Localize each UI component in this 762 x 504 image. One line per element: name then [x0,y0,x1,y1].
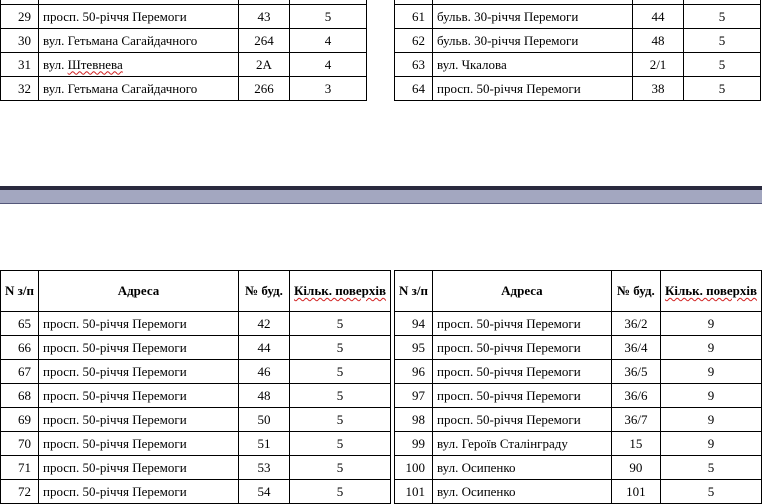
row-floors: 5 [290,384,391,408]
row-building: 36/5 [611,360,660,384]
row-floors: 5 [290,480,391,504]
table-row [395,336,762,360]
table-row [395,29,761,53]
row-floors: 5 [290,456,391,480]
row-address: просп. 50-річчя Перемоги [433,77,633,101]
row-floors: 4 [290,29,367,53]
row-building: 2А [239,53,290,77]
bottom-left-table [0,270,391,504]
row-address: вул. Героїв Сталінграду [432,432,611,456]
bottom-table-section [0,268,762,504]
row-building: 266 [239,77,290,101]
row-address: бульв. 30-річчя Перемоги [433,29,633,53]
table-row [1,336,391,360]
row-building: 48 [633,29,684,53]
table-row [395,312,762,336]
row-address: вул. Осипенко [432,456,611,480]
row-floors: 5 [290,360,391,384]
top-right-table [394,0,761,101]
row-building: 44 [239,336,290,360]
row-building: 44 [633,5,684,29]
row-number: 96 [395,360,433,384]
address-street-misspelled: Штевнева [67,56,123,72]
table-row [1,77,367,101]
row-number: 101 [395,480,433,504]
row-building: 42 [239,312,290,336]
row-building: 2/1 [633,53,684,77]
table-row [395,53,761,77]
row-address: просп. 50-річчя Перемоги [39,336,239,360]
row-address: просп. 50-річчя Перемоги [39,408,239,432]
row-floors: 5 [290,432,391,456]
row-number: 68 [1,384,39,408]
row-building: 36/4 [611,336,660,360]
header-number: N з/п [395,271,433,312]
row-number: 72 [1,480,39,504]
row-number: 99 [395,432,433,456]
row-floors: 5 [684,29,761,53]
top-table-section [0,0,762,103]
row-building: 38 [633,77,684,101]
row-address: просп. 50-річчя Перемоги [39,456,239,480]
table-row [1,456,391,480]
row-address: просп. 50-річчя Перемоги [432,336,611,360]
row-address: просп. 50-річчя Перемоги [39,312,239,336]
row-building: 264 [239,29,290,53]
header-building: № буд. [611,271,660,312]
row-building: 36/6 [611,384,660,408]
row-address: просп. 50-річчя Перемоги [432,384,611,408]
table-row [395,77,761,101]
row-building: 53 [239,456,290,480]
row-number: 66 [1,336,39,360]
page-break-edge [0,203,762,204]
row-floors: 5 [660,456,761,480]
row-building: 51 [239,432,290,456]
row-number: 31 [1,53,39,77]
row-address: бульв. 30-річчя Перемоги [433,5,633,29]
row-floors: 9 [660,312,761,336]
bottom-right-table [394,270,762,504]
row-floors: 5 [290,408,391,432]
row-floors: 5 [684,5,761,29]
header-floors: Кільк. поверхів [290,271,391,312]
table-row [1,384,391,408]
row-building: 36/2 [611,312,660,336]
row-floors: 5 [684,53,761,77]
table-row [1,432,391,456]
header-floors: Кільк. поверхів [660,271,761,312]
row-building: 54 [239,480,290,504]
row-address: вул. Чкалова [433,53,633,77]
row-floors: 5 [290,312,391,336]
row-number: 62 [395,29,433,53]
table-header-row [1,271,391,312]
row-building: 50 [239,408,290,432]
row-number: 95 [395,336,433,360]
table-row [1,408,391,432]
row-number: 29 [1,5,39,29]
row-number: 30 [1,29,39,53]
row-number: 97 [395,384,433,408]
row-address: просп. 50-річчя Перемоги [39,5,239,29]
row-address: вул. Гетьмана Сагайдачного [39,29,239,53]
table-row [395,5,761,29]
row-building: 48 [239,384,290,408]
row-floors: 5 [684,77,761,101]
row-number: 32 [1,77,39,101]
table-row [1,53,367,77]
header-address: Адреса [39,271,239,312]
row-address: вул. Гетьмана Сагайдачного [39,77,239,101]
table-row [1,480,391,504]
row-number: 64 [395,77,433,101]
table-row [1,360,391,384]
table-row [1,29,367,53]
header-address: Адреса [432,271,611,312]
row-address: просп. 50-річчя Перемоги [39,480,239,504]
row-number: 100 [395,456,433,480]
row-floors: 9 [660,408,761,432]
row-building: 101 [611,480,660,504]
row-address: просп. 50-річчя Перемоги [432,360,611,384]
table-row [395,408,762,432]
top-left-table [0,0,367,101]
row-floors: 9 [660,360,761,384]
row-number: 98 [395,408,433,432]
row-floors: 9 [660,384,761,408]
table-row [395,384,762,408]
row-floors: 3 [290,77,367,101]
row-number: 63 [395,53,433,77]
header-number: N з/п [1,271,39,312]
row-floors: 5 [290,5,367,29]
address-prefix: вул. [43,56,68,72]
table-row [395,456,762,480]
table-row [395,432,762,456]
table-row [1,312,391,336]
row-address: просп. 50-річчя Перемоги [432,312,611,336]
table-row [1,5,367,29]
page-break-band [0,190,762,203]
row-floors: 4 [290,53,367,77]
row-floors: 9 [660,336,761,360]
header-building: № буд. [239,271,290,312]
table-row [395,360,762,384]
row-number: 65 [1,312,39,336]
row-number: 69 [1,408,39,432]
row-address: вул. Осипенко [432,480,611,504]
row-address: просп. 50-річчя Перемоги [39,360,239,384]
row-address: просп. 50-річчя Перемоги [432,408,611,432]
row-floors: 5 [290,336,391,360]
row-floors: 5 [660,480,761,504]
row-building: 90 [611,456,660,480]
row-number: 94 [395,312,433,336]
row-address [39,53,239,77]
row-number: 67 [1,360,39,384]
row-floors: 9 [660,432,761,456]
row-number: 61 [395,5,433,29]
row-building: 36/7 [611,408,660,432]
row-address: просп. 50-річчя Перемоги [39,384,239,408]
row-building: 43 [239,5,290,29]
row-number: 71 [1,456,39,480]
row-building: 15 [611,432,660,456]
table-header-row [395,271,762,312]
row-number: 70 [1,432,39,456]
row-address: просп. 50-річчя Перемоги [39,432,239,456]
row-building: 46 [239,360,290,384]
table-row [395,480,762,504]
